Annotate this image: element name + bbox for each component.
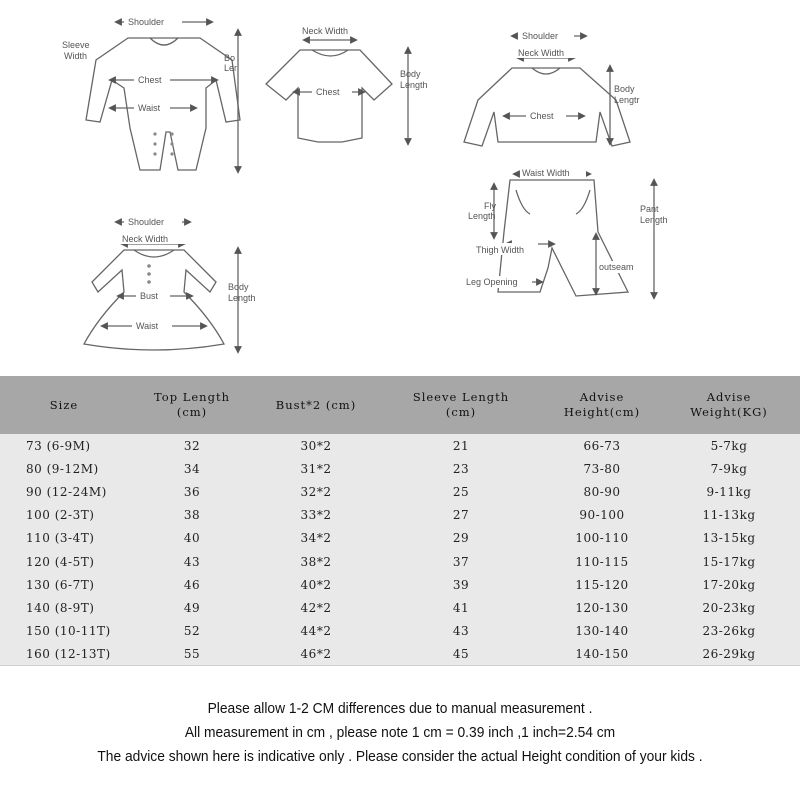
header-row [0,376,800,434]
column-header [546,376,658,434]
column-header-line: Advise [706,390,752,404]
table-cell: 100 (2-3T) [26,508,95,523]
table-cell: 34 [183,461,201,476]
table-cell: 80 (9-12M) [26,461,99,476]
table-cell: 46 [183,577,201,592]
table-cell: 39 [452,577,470,592]
top-shoulder-label: Shoulder [522,31,559,41]
pants-thigh-width-label: Thigh Width [476,245,525,255]
table-cell: 9-11kg [706,484,752,499]
table-cell: 33*2 [300,508,332,523]
dress-bust-label: Bust [140,291,159,301]
size-chart-table [0,376,800,666]
size-chart-body [0,434,800,666]
table-cell: 66-73 [583,438,621,453]
table-cell: 41 [452,600,470,615]
table-cell: 17-20kg [702,577,756,592]
romper-shoulder-label: Shoulder [128,17,165,27]
table-row [0,596,800,619]
table-cell: 40 [183,531,201,546]
table-row [0,504,800,527]
column-header-line: Advise [579,390,625,404]
table-cell: 37 [452,554,470,569]
table-row [0,643,800,666]
table-cell: 45 [452,647,470,662]
table-cell: 49 [183,600,201,615]
table-cell: 11-13kg [702,508,756,523]
table-cell: 43 [183,554,201,569]
bodysuit-body-length-label: Body Length [400,69,428,90]
table-cell: 55 [183,647,201,662]
dress-waist-label: Waist [136,321,159,331]
table-row [0,550,800,573]
table-cell: 26-29kg [702,647,756,662]
table-row [0,620,800,643]
column-header [658,376,800,434]
table-cell: 23 [452,461,470,476]
top-neck-width-label: Neck Width [518,48,565,58]
table-row [0,434,800,457]
table-cell: 130 (6-7T) [26,577,95,592]
table-cell: 32 [183,438,201,453]
table-cell: 5-7kg [710,438,748,453]
column-header-line: Size [49,397,79,412]
pants-waist-width-label: Waist Width [522,168,570,178]
romper-sleeve-width-label: Sleeve Width [62,40,90,61]
romper-body-length-label: Bo Ler [224,53,238,73]
table-cell: 160 (12-13T) [26,647,111,662]
table-row [0,527,800,550]
dress-neck-width-label: Neck Width [122,234,169,244]
bodysuit-chest-label: Chest [316,87,340,97]
table-cell: 36 [183,484,201,499]
table-row [0,573,800,596]
table-cell: 42*2 [300,600,332,615]
table-cell: 30*2 [300,438,332,453]
table-row [0,480,800,503]
column-header-line: (cm) [445,405,477,419]
top-body-length-label: Body Lengtr [614,84,640,105]
dress-shoulder-label: Shoulder [128,217,165,227]
measurement-notes [0,697,800,769]
table-cell: 32*2 [300,484,332,499]
table-cell: 25 [452,484,470,499]
column-header-line: Weight(KG) [690,405,768,419]
table-cell: 34*2 [300,531,332,546]
column-header-line: Top Length [154,390,230,404]
table-cell: 73-80 [583,461,621,476]
table-cell: 23-26kg [702,624,756,639]
column-header-line: Bust*2 (cm) [275,397,357,412]
table-cell: 80-90 [583,484,621,499]
table-cell: 40*2 [300,577,332,592]
table-cell: 15-17kg [702,554,756,569]
column-header [0,376,128,434]
pants-pant-length-label: Pant Length [640,204,668,225]
table-cell: 120-130 [575,600,629,615]
table-cell: 90-100 [579,508,625,523]
table-cell: 38*2 [300,554,332,569]
column-header-line: (cm) [176,405,208,419]
table-cell: 110 (3-4T) [26,531,95,546]
table-cell: 20-23kg [702,600,756,615]
garment-diagrams-svg [0,0,800,372]
table-cell: 44*2 [300,624,332,639]
dress-body-length-label: Body Length [228,282,256,303]
table-cell: 90 (12-24M) [26,484,107,499]
column-header [256,376,376,434]
table-cell: 110-115 [575,554,629,569]
table-cell: 115-120 [575,577,629,592]
table-cell: 27 [452,508,470,523]
size-chart-header [0,376,800,434]
column-header [376,376,546,434]
table-cell: 7-9kg [710,461,748,476]
garment-diagrams [0,0,800,372]
note-line: Please allow 1-2 CM differences due to manual measurement . [207,700,593,717]
column-header [128,376,256,434]
table-cell: 100-110 [575,531,629,546]
table-cell: 140-150 [575,647,629,662]
table-cell: 46*2 [300,647,332,662]
table-cell: 21 [452,438,470,453]
romper-waist-label: Waist [138,103,161,113]
column-header-line: Sleeve Length [412,390,510,404]
table-cell: 52 [183,624,201,639]
table-cell: 43 [452,624,470,639]
table-cell: 120 (4-5T) [26,554,95,569]
table-cell: 29 [452,531,470,546]
top-chest-label: Chest [530,111,554,121]
pants-leg-opening-label: Leg Opening [466,277,518,287]
romper-diagram [86,22,240,170]
bodysuit-neck-width-label: Neck Width [302,26,349,36]
table-cell: 73 (6-9M) [26,438,91,453]
table-cell: 130-140 [575,624,629,639]
note-line: All measurement in cm , please note 1 cm = 0.39 inch ,1 inch=2.54 cm [184,724,616,741]
table-row [0,457,800,480]
pants-fly-length-label: Fly Length [468,201,496,221]
table-cell: 140 (8-9T) [26,600,95,615]
table-cell: 13-15kg [702,531,756,546]
table-cell: 150 (10-11T) [26,624,111,639]
romper-chest-label: Chest [138,75,162,85]
pants-outseam-label: outseam [599,262,634,272]
table-cell: 38 [183,508,201,523]
table-cell: 31*2 [300,461,332,476]
note-line: The advice shown here is indicative only . Please consider the actual Height condition of your kids . [97,748,703,765]
column-header-line: Height(cm) [563,405,641,419]
